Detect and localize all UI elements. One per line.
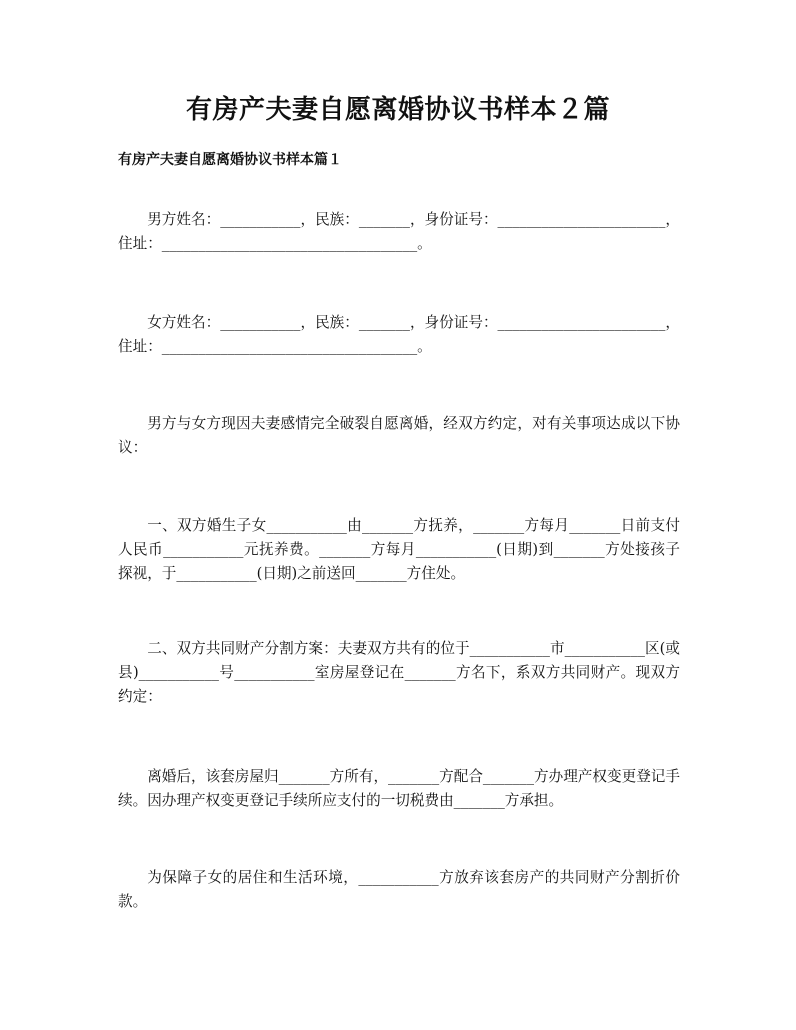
agreement-intro-paragraph: 男方与女方现因夫妻感情完全破裂自愿离婚，经双方约定，对有关事项达成以下协议： <box>118 415 680 456</box>
section-heading: 有房产夫妻自愿离婚协议书样本篇１ <box>118 152 342 168</box>
child-custody-paragraph: 一、双方婚生子女___________由_______方抚养，_______方每月_______日前支付人民币___________元抚养费。_______方每月___________(日期)到_______方处接孩子探视，于___________(日期)之前送回_______方住处。 <box>118 517 680 582</box>
property-division-paragraph: 二、双方共同财产分割方案：夫妻双方共有的位于___________市___________区(或县)___________号___________室房屋登记在_______方名下，系双方共同财产。现双方约定： <box>118 640 680 705</box>
waiver-paragraph: 为保障子女的居住和生活环境，___________方放弃该套房产的共同财产分割折价款。 <box>118 869 680 910</box>
male-party-info-paragraph: 男方姓名：___________，民族：_______，身份证号：_______________________，住址：___________________________________。 <box>118 211 680 252</box>
house-ownership-paragraph: 离婚后，该套房屋归_______方所有，_______方配合_______方办理产权变更登记手续。因办理产权变更登记手续所应支付的一切税费由_______方承担。 <box>118 768 680 809</box>
document-title: 有房产夫妻自愿离婚协议书样本２篇 <box>185 95 610 125</box>
female-party-info-paragraph: 女方姓名：___________，民族：_______，身份证号：_______________________，住址：___________________________________。 <box>118 314 680 355</box>
